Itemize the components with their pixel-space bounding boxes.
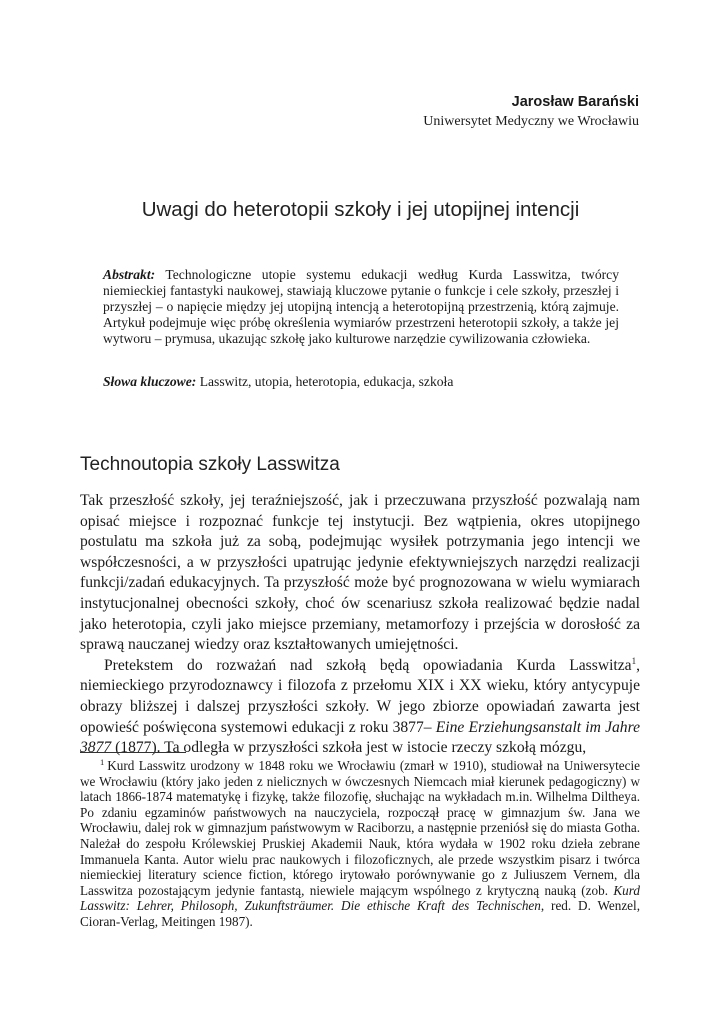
keywords-label: Słowa kluczowe: [103, 374, 197, 389]
footnote [80, 758, 640, 930]
section-heading: Technoutopia szkoły Lasswitza [80, 454, 340, 475]
author-block [423, 92, 639, 132]
paragraph-2-part-b: , niemieckiego przyrodoznawcy i filozofa z przełomu XIX i XX wieku, który antycypuje obrazy bliższej i dalszej przyszłości szkoły. W jego zbiorze opowiadań zawarta jest opowieść poświęcona systemowi edukacji z roku 3877– [80, 656, 640, 736]
author-affiliation: Uniwersytet Medyczny we Wrocławiu [423, 114, 639, 129]
article-title: Uwagi do heterotopii szkoły i jej utopijnej intencji [141, 198, 580, 221]
paragraph-2-book-title: Eine Erziehungsanstalt im Jahre 3877 [80, 718, 640, 757]
footnote-text-b: , red. D. Wenzel, Cioran-Verlag, Meitingen 1987). [80, 898, 640, 929]
paragraph-1: Tak przeszłość szkoły, jej teraźniejszość, jak i przeczuwana przyszłość pozwalają nam opisać miejsce i rozpoznać funkcje tej instytucji. Bez wątpienia, okres utopijnego postulatu ma szkoła już za sobą, podejmując wysiłek potrzymania jego intencji we współczesności, a w przyszłości upatrując jedynie efektywniejszych narzędzi realizacji funkcji/zadań edukacyjnych. Ta przyszłość może być prognozowana w wielu wymiarach instytucjonalnej obecności szkoły, choć ów scenariusz szkoła realizować będzie nadal jako heterotopia, czyli jako miejsce przemiany, metamorfozy i przejścia w dorosłość za sprawą nauczanej wiedzy oraz kształtowanych umiejętności. [80, 492, 640, 654]
keywords [103, 374, 619, 390]
footnote-text-a: Kurd Lasswitz urodzony w 1848 roku we Wrocławiu (zmarł w 1910), studiował na Uniwersytecie we Wrocławiu (który jako jeden z nielicznych w ówczesnych Niemcach miał kierunek pedagogiczny) w latach 1866-1874 matematykę i fizykę, także filozofię, słuchając na wykładach m.in. Wilhelma Diltheya. Po zdaniu egzaminów państwowych na nauczyciela, rozpoczął pracę w gimnazjum św. Jana we Wrocławiu, dalej rok w gimnazjum państwowym w Raciborzu, a następnie przeniósł się do miasta Gotha. Należał do zespołu Królewskiej Pruskiej Akademii Nauk, która wydała w 1902 roku dzieła zebrane Immanuela Kanta. Autor wielu prac naukowych i filozoficznych, ale przede wszystkim pisarz i twórca niemieckiej literatury science fiction, którego irytowało porównywanie go z Juliuszem Vernem, dla Lasswitza pozostającym jedynie fantastą, niewiele mającym wspólnego z krytyczną nauką (zob. [80, 758, 640, 898]
footnote-divider [80, 752, 186, 753]
keywords-text: Lasswitz, utopia, heterotopia, edukacja, szkoła [199, 374, 454, 389]
paragraph-2 [80, 656, 640, 759]
footnote-ref[interactable]: 1 [631, 655, 637, 666]
footnote-number: 1 [100, 756, 105, 767]
abstract-text: Technologiczne utopie systemu edukacji według Kurda Lasswitza, twórcy niemieckiej fantastyki naukowej, stawiają kluczowe pytanie o funkcje i cele szkoły, przeszłej i przyszłej – o napięcie między jej utopijną intencją a heterotopijną przestrzenią, którą zajmuje. Artykuł podejmuje więc próbę określenia wymiarów przestrzeni heterotopii szkoły, a także jej wytworu – prymusa, ukazując szkołę jako kulturowe narzędzie cywilizowania człowieka. [103, 267, 619, 347]
body-text [80, 491, 640, 759]
author-name: Jarosław Barański [511, 94, 639, 110]
footnote-book-title: Kurd Lasswitz: Lehrer, Philosoph, Zukunftsträumer. Die ethische Kraft des Technischen [80, 882, 640, 914]
abstract-label: Abstrakt: [103, 267, 156, 282]
paragraph-2-part-c: (1877). Ta odległa w przyszłości szkoła jest w istocie rzeczy szkołą mózgu, [111, 739, 587, 757]
paragraph-2-part-a: Pretekstem do rozważań nad szkołą będą opowiadania Kurda Lasswitza [104, 656, 632, 674]
abstract [103, 267, 619, 347]
